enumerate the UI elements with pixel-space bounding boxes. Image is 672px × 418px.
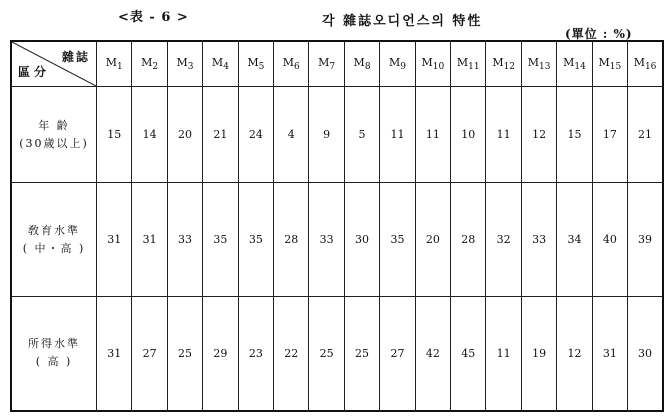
table-cell: 40 [592,183,627,297]
table-label: <表 - 6 > [118,10,189,25]
table-cell: 28 [451,183,486,297]
corner-column-label: 雜誌 [61,50,90,64]
column-header-m2: $M_2$ [132,41,167,87]
table-cell: 33 [309,183,344,297]
table-cell: 17 [592,87,627,183]
table-cell: 11 [486,87,521,183]
row-header-education-line2: ( 中・高 ) [22,241,86,255]
table-cell: 39 [628,183,663,297]
table-cell: 10 [451,87,486,183]
table-row-income [11,297,663,411]
column-header-m14: $M_{14}$ [557,41,592,87]
column-header-m5: $M_5$ [238,41,273,87]
table-cell: 23 [238,297,273,411]
table-row-education [11,183,663,297]
table-cell: 5 [344,87,379,183]
table-cell: 22 [274,297,309,411]
table-cell: 35 [203,183,238,297]
row-header-education [11,183,97,297]
table-cell: 11 [380,87,415,183]
table-cell: 11 [486,297,521,411]
table-cell: 35 [380,183,415,297]
table-cell: 14 [132,87,167,183]
row-header-education-line1: 敎育水準 [28,223,80,237]
table-cell: 31 [132,183,167,297]
unit-note: (單位 : %) [565,27,633,41]
row-header-age-line2: (30歲以上) [19,136,89,150]
table-cell: 20 [167,87,202,183]
table-cell: 35 [238,183,273,297]
column-header-m16: $M_{16}$ [628,41,663,87]
table-cell: 21 [203,87,238,183]
table-cell: 19 [521,297,556,411]
column-header-m7: $M_7$ [309,41,344,87]
corner-header-cell [11,41,97,87]
column-header-m9: $M_9$ [380,41,415,87]
row-header-income-line2: ( 高 ) [35,355,73,369]
column-header-m8: $M_8$ [344,41,379,87]
audience-characteristics-table [10,40,664,412]
table-cell: 11 [415,87,450,183]
table-cell: 45 [451,297,486,411]
table-cell: 30 [628,297,663,411]
column-header-m10: $M_{10}$ [415,41,450,87]
column-header-m3: $M_3$ [167,41,202,87]
table-cell: 31 [97,183,132,297]
column-header-m13: $M_{13}$ [521,41,556,87]
table-title: 각 雜誌오디언스의 特性 [322,14,483,29]
column-header-m4: $M_4$ [203,41,238,87]
table-cell: 34 [557,183,592,297]
row-header-age-line1: 年 齡 [38,118,70,132]
column-header-m1: $M_1$ [97,41,132,87]
table-header-row [11,41,663,87]
row-header-age [11,87,97,183]
table-cell: 12 [521,87,556,183]
column-header-m11: $M_{11}$ [451,41,486,87]
table-cell: 25 [309,297,344,411]
table-row-age [11,87,663,183]
table-cell: 27 [132,297,167,411]
table-cell: 32 [486,183,521,297]
table-cell: 20 [415,183,450,297]
table-cell: 27 [380,297,415,411]
column-header-m12: $M_{12}$ [486,41,521,87]
table-cell: 4 [274,87,309,183]
table-cell: 12 [557,297,592,411]
table-cell: 30 [344,183,379,297]
table-cell: 25 [167,297,202,411]
table-cell: 25 [344,297,379,411]
table-cell: 15 [557,87,592,183]
table-cell: 15 [97,87,132,183]
table-cell: 28 [274,183,309,297]
table-cell: 31 [592,297,627,411]
row-header-income [11,297,97,411]
table-cell: 29 [203,297,238,411]
corner-row-label: 區分 [18,65,51,79]
table-cell: 33 [167,183,202,297]
table-cell: 21 [628,87,663,183]
column-header-m6: $M_6$ [274,41,309,87]
column-header-m15: $M_{15}$ [592,41,627,87]
table-cell: 33 [521,183,556,297]
table-cell: 9 [309,87,344,183]
table-cell: 42 [415,297,450,411]
table-cell: 24 [238,87,273,183]
row-header-income-line1: 所得水準 [28,337,80,351]
table-cell: 31 [97,297,132,411]
